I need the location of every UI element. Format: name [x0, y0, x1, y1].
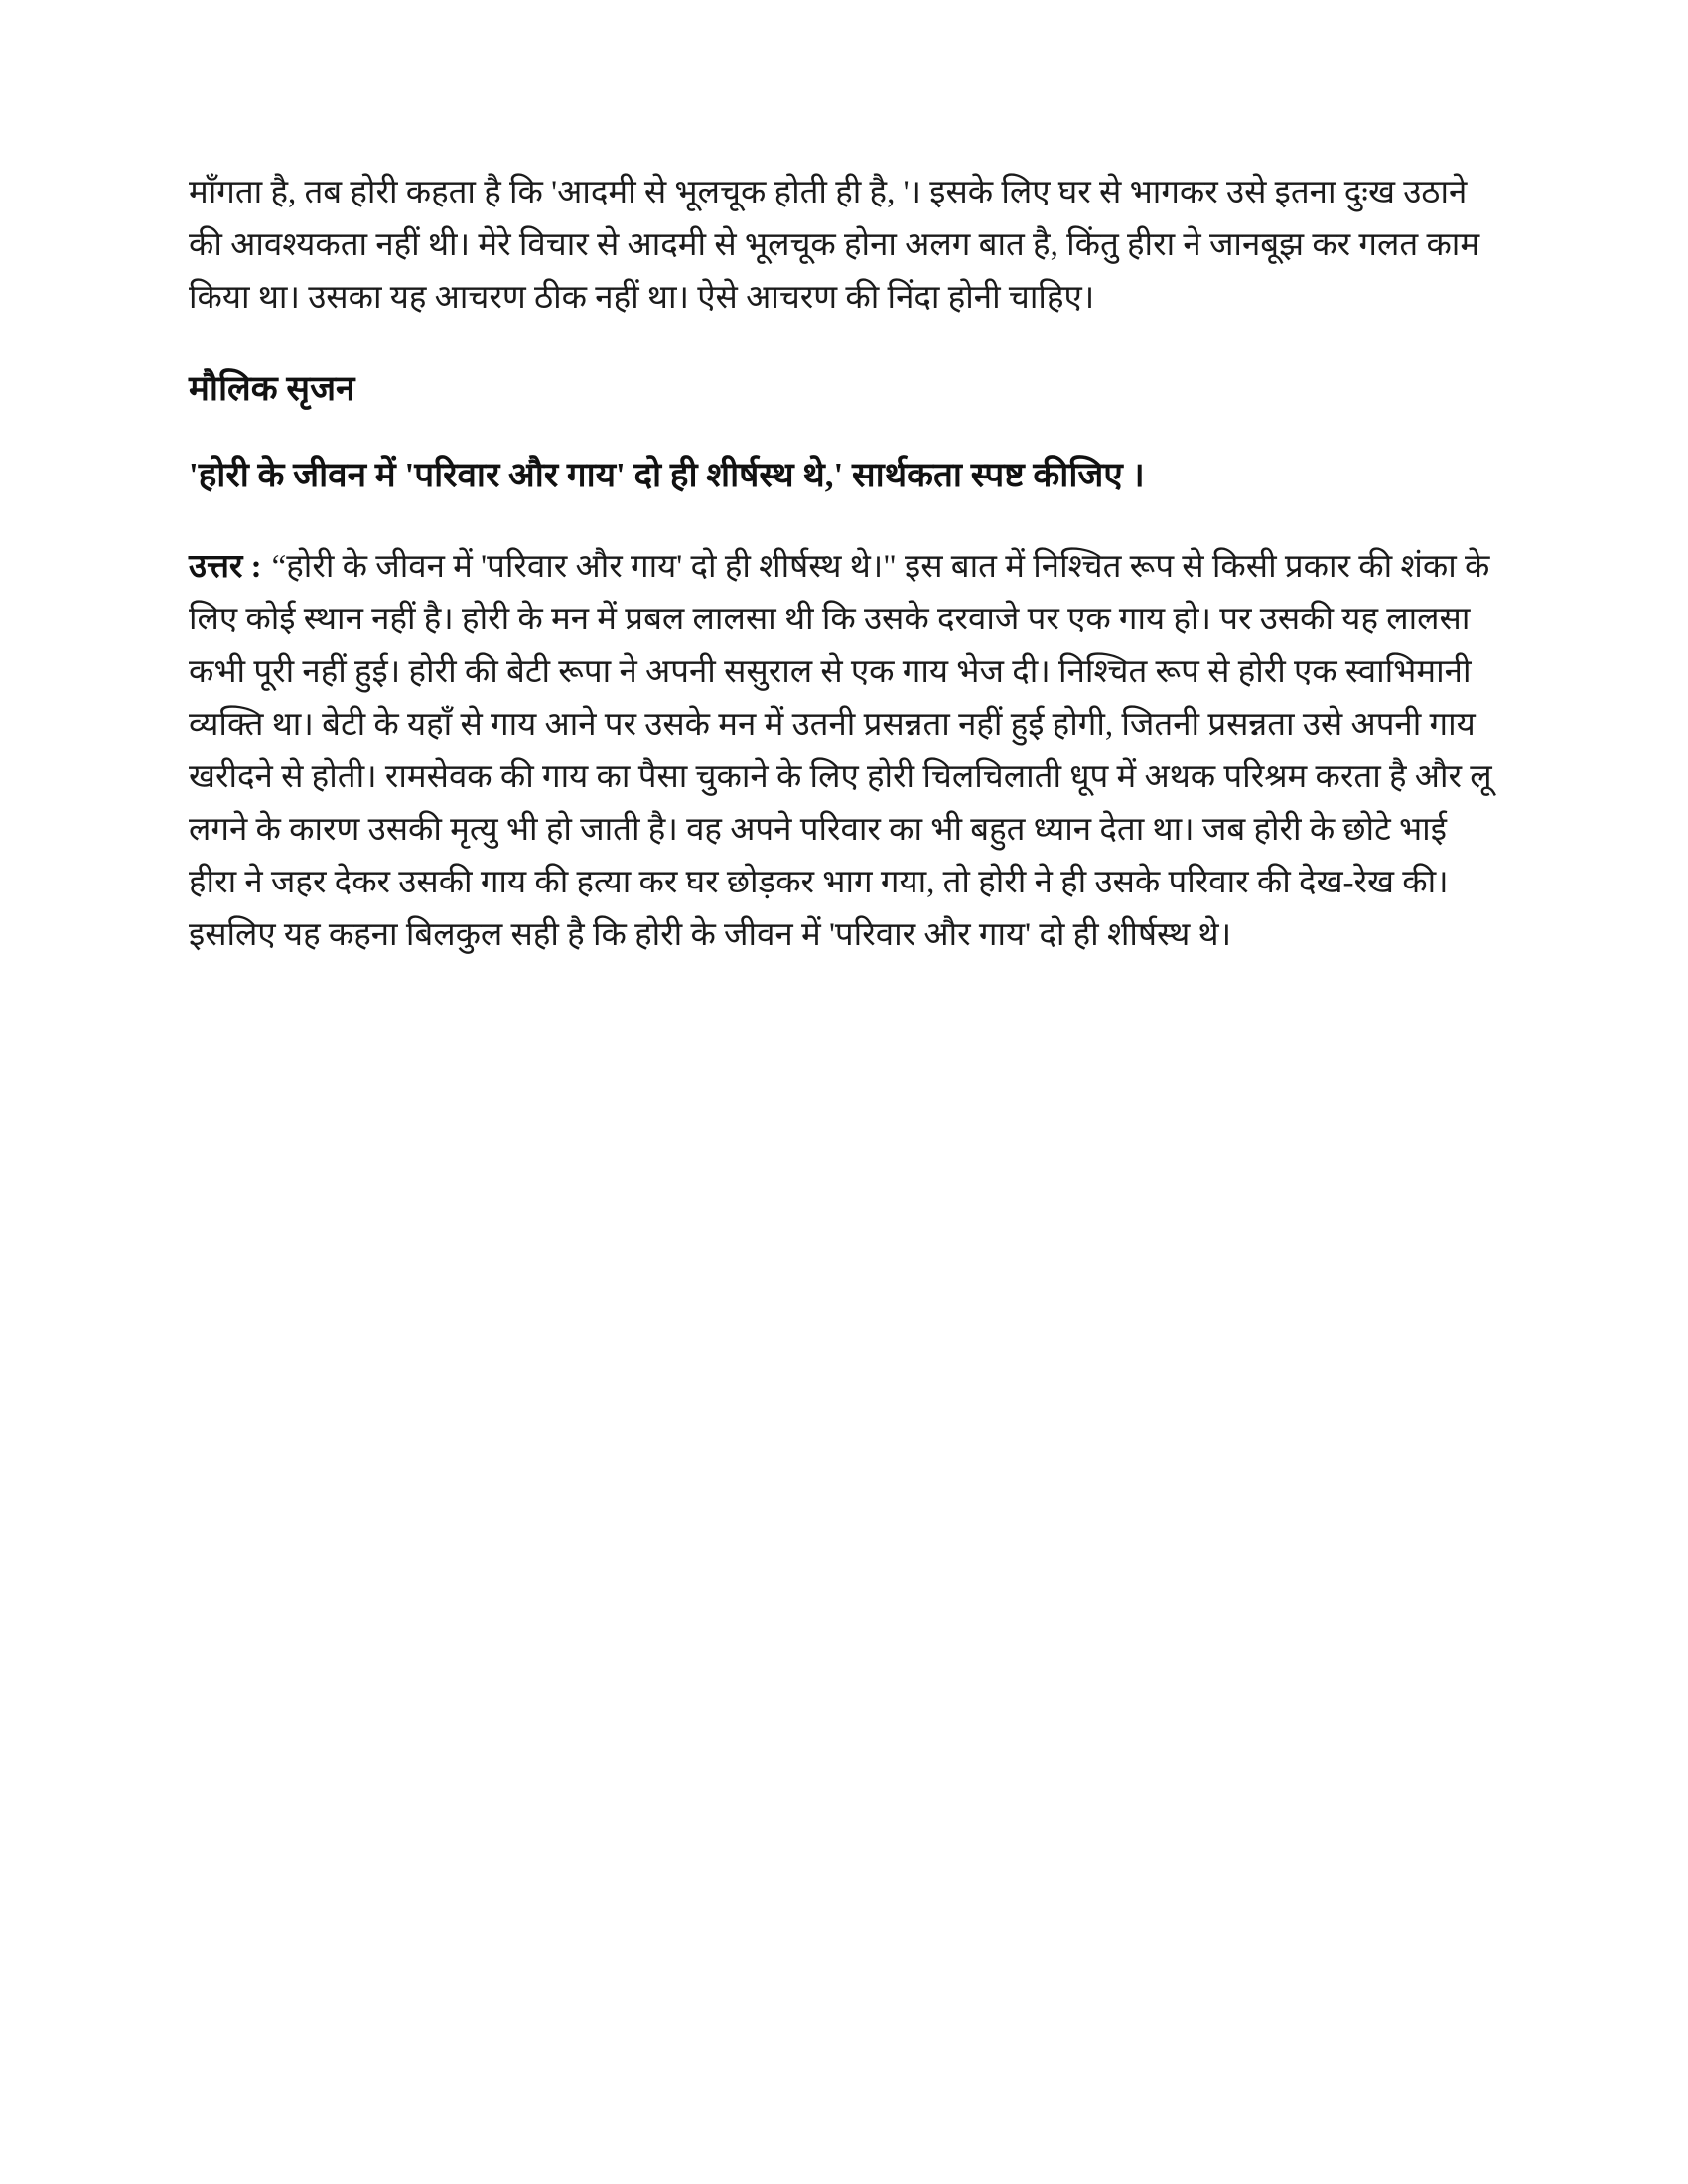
intro-paragraph: माँगता है, तब होरी कहता है कि 'आदमी से भूलचूक होती ही है, '। इसके लिए घर से भागकर उसे इतना दुःख उठाने की आवश्यकता नहीं थी। मेरे विचार से आदमी से भूलचूक होना अलग बात है, किंतु हीरा ने जानबूझ कर गलत काम किया था। उसका यह आचरण ठीक नहीं था। ऐसे आचरण की निंदा होनी चाहिए। — [189, 175, 1480, 316]
question-heading: 'होरी के जीवन में 'परिवार और गाय' दो ही शीर्षस्थ थे,' सार्थकता स्पष्ट कीजिए । — [189, 456, 1145, 494]
section-heading: मौलिक सृजन — [189, 369, 355, 408]
answer-body-text: “होरी के जीवन में 'परिवार और गाय' दो ही शीर्षस्थ थे।" इस बात में निश्चित रूप से किसी प्रकार की शंका के लिए कोई स्थान नहीं है। होरी के मन में प्रबल लालसा थी कि उसके दरवाजे पर एक गाय हो। पर उसकी यह लालसा कभी पूरी नहीं हुई। होरी की बेटी रूपा ने अपनी ससुराल से एक गाय भेज दी। निश्चित रूप से होरी एक स्वाभिमानी व्यक्ति था। बेटी के यहाँ से गाय आने पर उसके मन में उतनी प्रसन्नता नहीं हुई होगी, जितनी प्रसन्नता उसे अपनी गाय खरीदने से होती। रामसेवक की गाय का पैसा चुकाने के लिए होरी चिलचिलाती धूप में अथक परिश्रम करता है और लू लगने के कारण उसकी मृत्यु भी हो जाती है। वह अपने परिवार का भी बहुत ध्यान देता था। जब होरी के छोटे भाई हीरा ने जहर देकर उसकी गाय की हत्या कर घर छोड़कर भाग गया, तो होरी ने ही उसके परिवार की देख-रेख की। इसलिए यह कहना बिलकुल सही है कि होरी के जीवन में 'परिवार और गाय' दो ही शीर्षस्थ थे। — [189, 549, 1492, 953]
answer-paragraph — [189, 541, 1499, 962]
answer-label: उत्तर : — [189, 549, 262, 585]
